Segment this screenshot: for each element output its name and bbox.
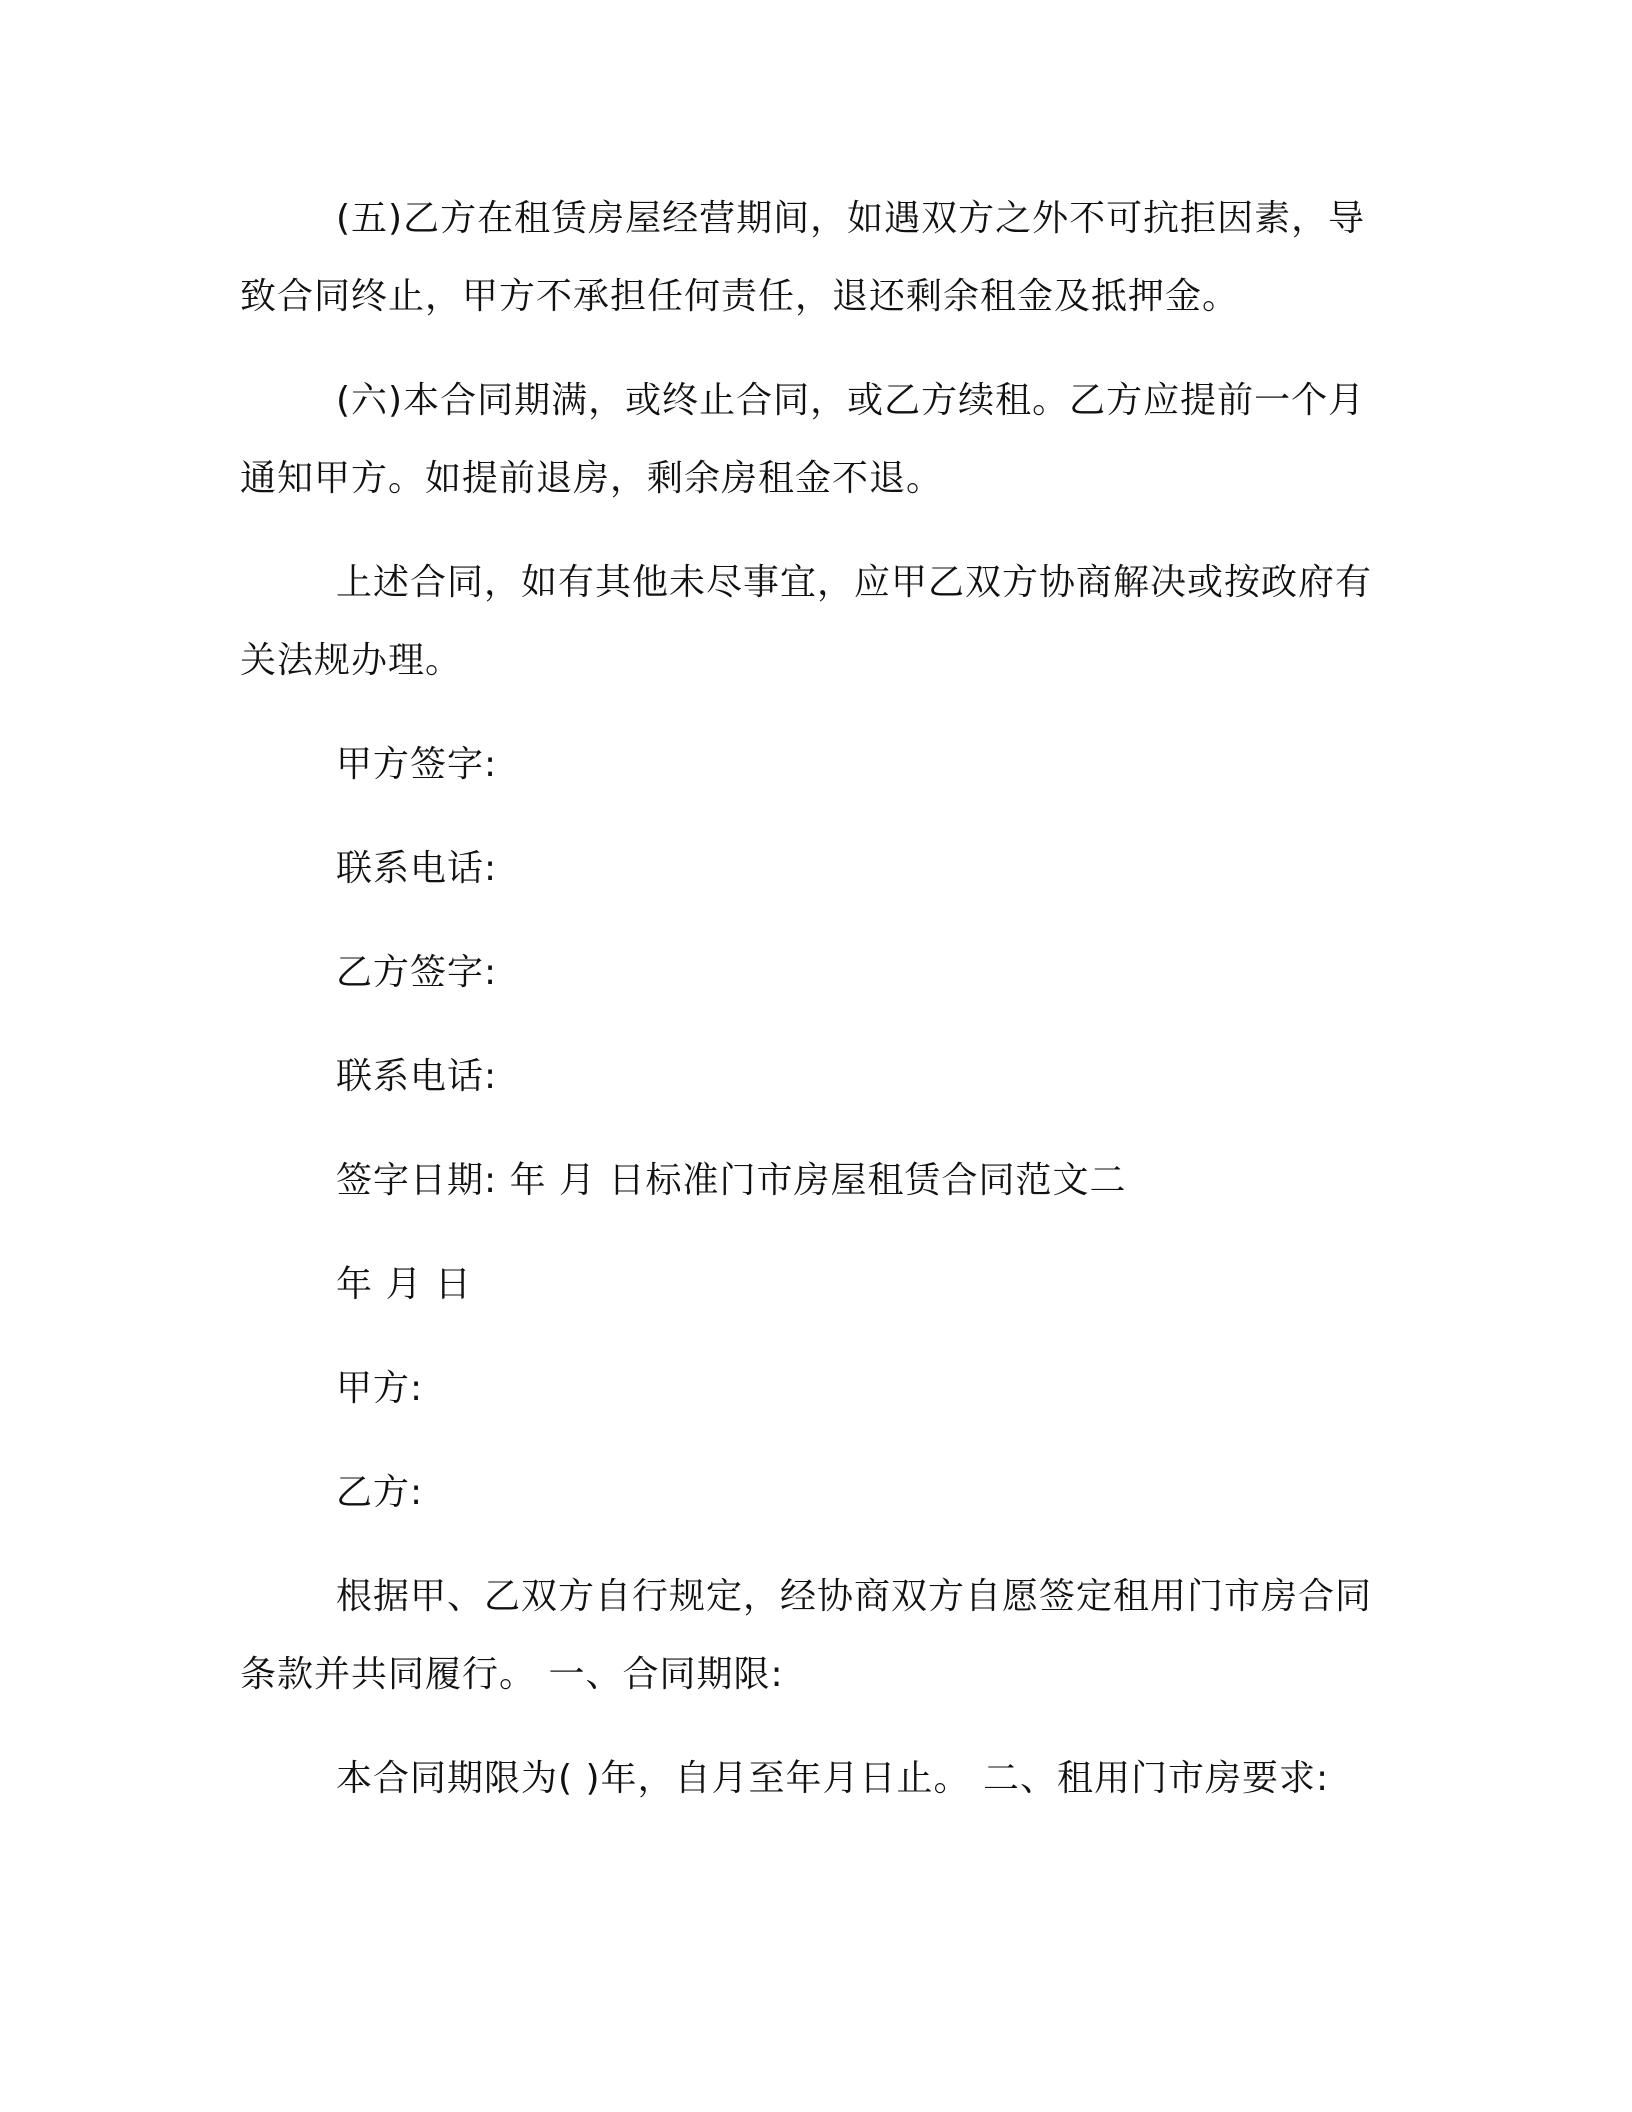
date-line: 年 月 日 [336, 1264, 472, 1305]
clause-paragraph-5: (五)乙方在租赁房屋经营期间，如遇双方之外不可抗拒因素，导致合同终止，甲方不承担任何责任，退还剩余租金及抵押金。 [240, 198, 1366, 317]
agreement-intro-paragraph: 根据甲、乙双方自行规定，经协商双方自愿签定租用门市房合同条款并共同履行。 一、合同期限: [240, 1576, 1373, 1695]
party-b-phone-line: 联系电话: [336, 1056, 498, 1097]
document-body [240, 180, 1380, 1844]
party-a-signature-line: 甲方签字: [336, 744, 498, 785]
party-a-phone-line: 联系电话: [336, 848, 498, 889]
supplementary-paragraph: 上述合同，如有其他未尽事宜，应甲乙双方协商解决或按政府有关法规办理。 [240, 562, 1373, 681]
party-b-line: 乙方: [336, 1472, 424, 1513]
party-a-line: 甲方: [336, 1368, 424, 1409]
signature-date-line: 签字日期: 年 月 日标准门市房屋租赁合同范文二 [336, 1160, 1127, 1201]
party-b-signature-line: 乙方签字: [336, 952, 498, 993]
clause-paragraph-6: (六)本合同期满，或终止合同，或乙方续租。乙方应提前一个月通知甲方。如提前退房，剩余房租金不退。 [240, 380, 1366, 499]
contract-term-paragraph: 本合同期限为( )年，自月至年月日止。 二、租用门市房要求: [336, 1758, 1330, 1799]
